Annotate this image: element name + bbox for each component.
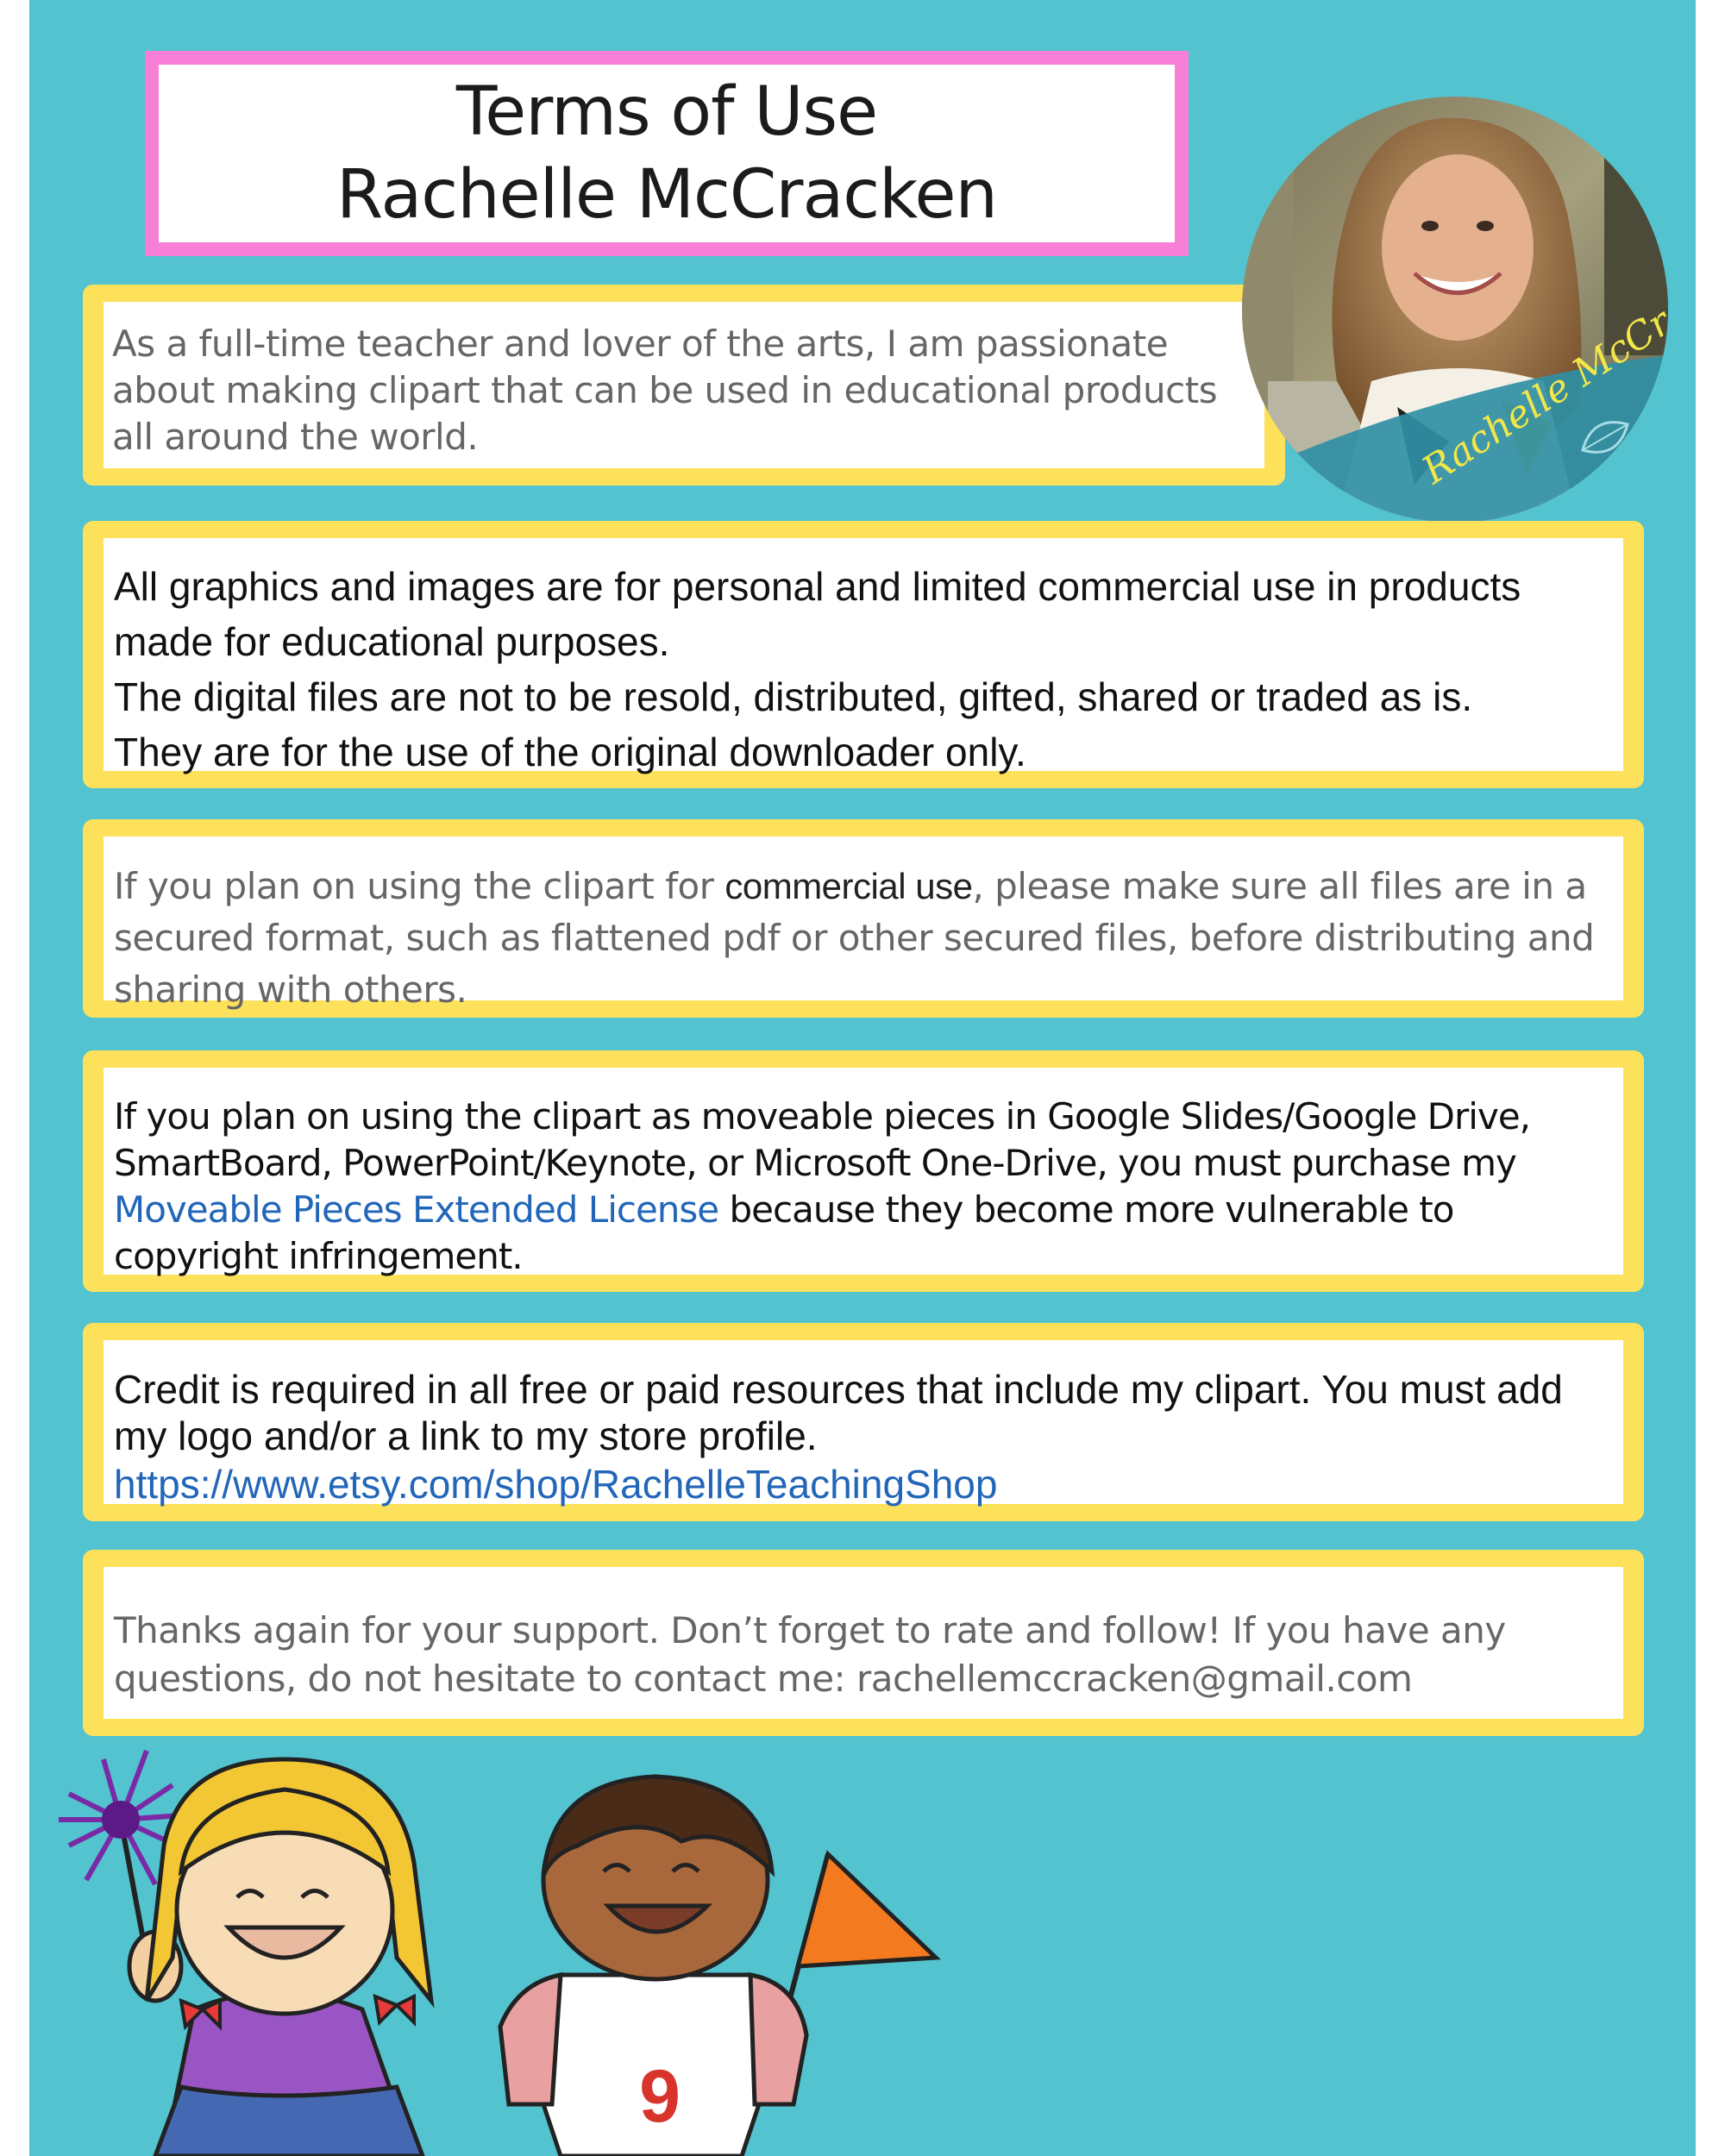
usage-text-2: The digital files are not to be resold, distributed, gifted, shared or traded as is. [114, 674, 1473, 719]
credit-card [83, 1323, 1644, 1521]
thanks-card [83, 1550, 1644, 1736]
boy-clipart [466, 1759, 949, 2156]
moveable-card [83, 1050, 1644, 1292]
author-photo-svg [1242, 97, 1668, 523]
credit-text: Credit is required in all free or paid resources that include my clipart. You must add my logo and/or a link to my store profile. [114, 1367, 1563, 1458]
usage-card [83, 521, 1644, 788]
usage-text-3: They are for the use of the original downloader only. [114, 730, 1026, 774]
commercial-text-after: , please make sure all files are in a secured format, such as flattened pdf or other secured files, before distributing and sharing with others. [114, 865, 1595, 1011]
extended-license-link[interactable]: Moveable Pieces Extended License [114, 1188, 719, 1231]
author-name: Rachelle McCracken [336, 156, 997, 234]
commercial-text-before: If you plan on using the clipart for [114, 865, 725, 907]
moveable-text-after: because they become more vulnerable to copyright infringement. [114, 1188, 1454, 1277]
shirt-number: 9 [639, 2055, 681, 2138]
intro-text: As a full-time teacher and lover of the arts, I am passionate about making clipart that can be used in educational products all around the world. [112, 323, 1218, 458]
usage-text-1: All graphics and images are for personal and limited commercial use in products made for educational purposes. [114, 564, 1521, 664]
photo-badge-text: Rachelle [1414, 365, 1579, 493]
moveable-text-before: If you plan on using the clipart as moveable pieces in Google Slides/Google Drive, SmartBoard, PowerPoint/Keynote, or Microsoft One-Drive, you must purchase my [114, 1095, 1531, 1184]
intro-card [83, 285, 1285, 486]
thanks-text: Thanks again for your support. Don’t forget to rate and follow! If you have any questions, do not hesitate to contact me: rachellemccracken@gmail.com [114, 1609, 1506, 1700]
commercial-emphasis: commercial use [724, 866, 973, 906]
moveable-text [114, 1094, 1615, 1280]
author-photo [1242, 97, 1668, 523]
commercial-text [114, 861, 1611, 1016]
page-title: Terms of Use [455, 73, 878, 151]
store-link[interactable]: https://www.etsy.com/shop/RachelleTeachingShop [114, 1462, 998, 1507]
commercial-card [83, 819, 1644, 1018]
flag-icon [785, 1854, 936, 2018]
girl-clipart [52, 1742, 535, 2156]
title-box [145, 51, 1189, 256]
